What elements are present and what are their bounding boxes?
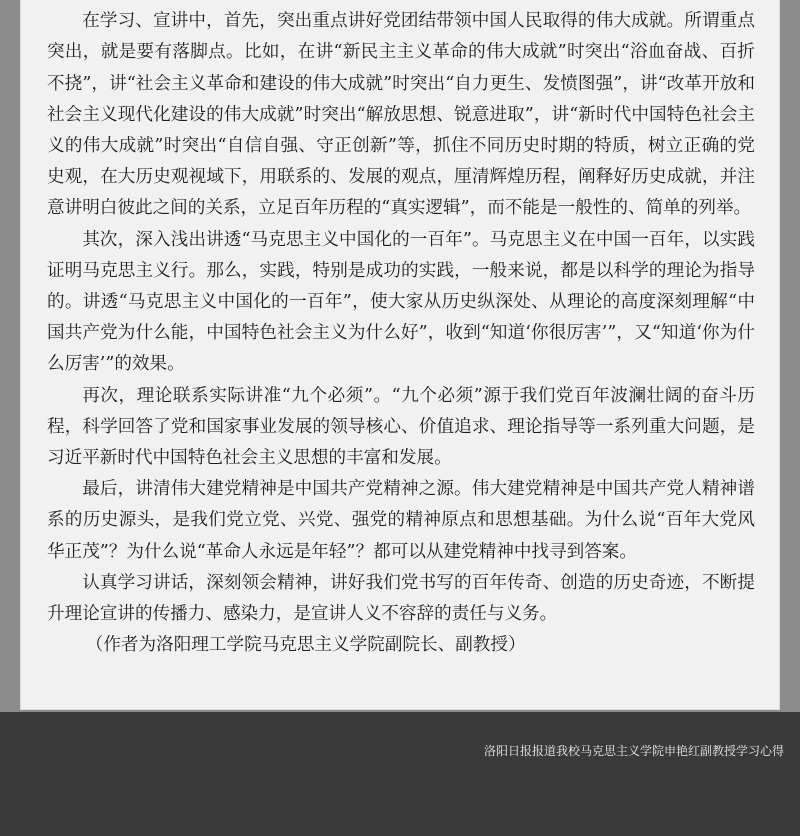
paragraph-nine-musts: 再次，理论联系实际讲准“九个必须”。“九个必须”源于我们党百年波澜壮阔的奋斗历程，科学回答了党和国家事业发展的领导核心、价值追求、理论指导等一系列重大问题，是习近平新时代中国特色社会主义思想的丰富和发展。: [47, 385, 755, 469]
image-caption: 洛阳日报报道我校马克思主义学院申艳红副教授学习心得: [483, 744, 784, 758]
paragraph-founding-spirit: 最后，讲清伟大建党精神是中国共产党精神之源。伟大建党精神是中国共产党人精神谱系的历史源头，是我们党立党、兴党、强党的精神原点和思想基础。为什么说“百年大党风华正茂”？为什么说“革命人永远是年轻”？都可以从建党精神中找寻到答案。: [47, 479, 755, 562]
paragraph-highlights: 在学习、宣讲中，首先，突出重点讲好党团结带领中国人民取得的伟大成就。所谓重点突出，就是要有落脚点。比如，在讲“新民主主义革命的伟大成就”时突出“浴血奋战、百折不挠”，讲“社会主义革命和建设的伟大成就”时突出“自力更生、发愤图强”，讲“改革开放和社会主义现代化建设的伟大成就”时突出“解放思想、锐意进取”，讲“新时代中国特色社会主义的伟大成就”时突出“自信自强、守正创新”等，抓住不同历史时期的特质，树立正确的党史观，在大历史观视域下，用联系的、发展的观点，厘清辉煌历程，阐释好历史成就，并注意讲明白彼此之间的关系，立足百年历程的“真实逻辑”，而不能是一般性的、简单的列举。: [47, 11, 755, 219]
paragraph-sinicization: 其次，深入浅出讲透“马克思主义中国化的一百年”。马克思主义在中国一百年，以实践证明马克思主义行。那么，实践，特别是成功的实践，一般来说，都是以科学的理论为指导的。讲透“马克思主义中国化的一百年”，使大家从历史纵深处、从理论的高度深刻理解“中国共产党为什么能，中国特色社会主义为什么好”，收到“知道‘你很厉害’”，又“知道‘你为什么厉害’”的效果。: [47, 229, 755, 375]
paragraph-conclusion: 认真学习讲话，深刻领会精神，讲好我们党书写的百年传奇、创造的历史奇迹，不断提升理论宣讲的传播力、感染力，是宣讲人义不容辞的责任与义务。: [47, 572, 755, 625]
author-byline: （作者为洛阳理工学院马克思主义学院副院长、副教授）: [85, 635, 526, 656]
article-body: [47, 0, 755, 661]
newspaper-page-scan: [20, 0, 780, 710]
caption-bar: [0, 712, 800, 836]
